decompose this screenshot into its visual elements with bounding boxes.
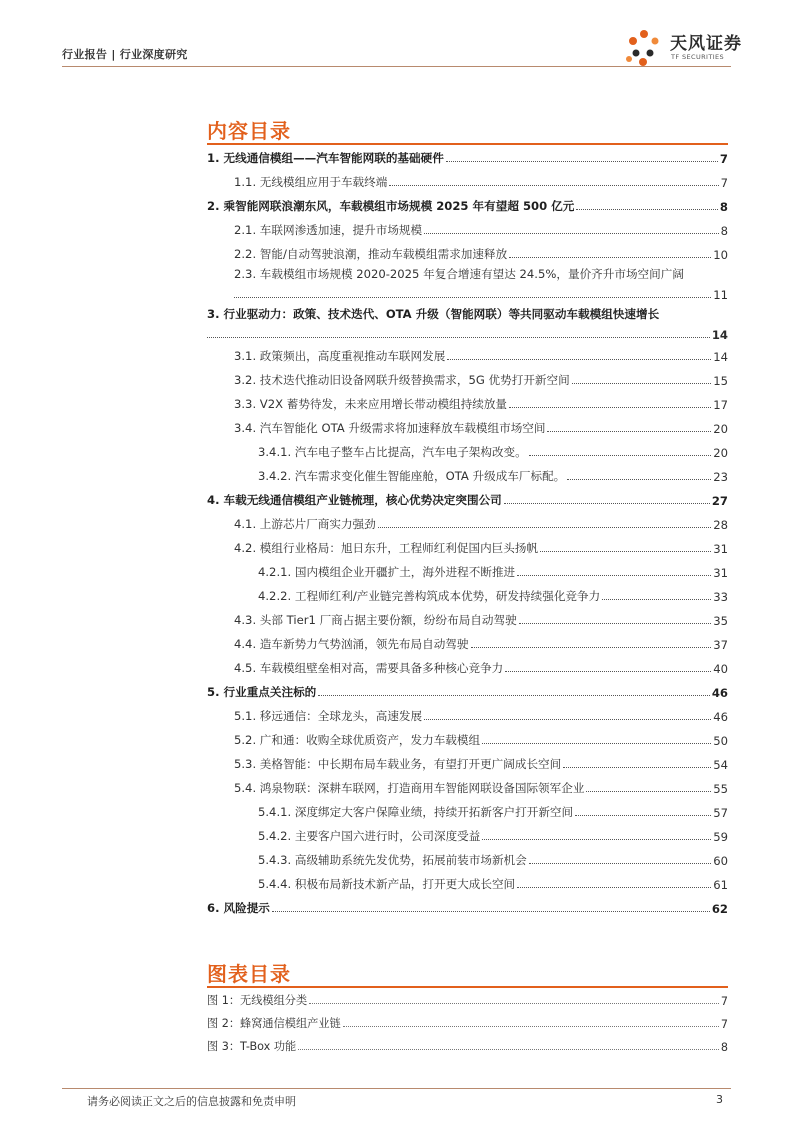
page-number: 3 (716, 1093, 723, 1106)
toc-entry[interactable]: 4.4. 造车新势力气势汹涌，领先布局自动驾驶 37 (234, 637, 728, 652)
company-logo (622, 26, 742, 70)
toc-entry[interactable]: 4.3. 头部 Tier1 厂商占据主要份额，纷纷布局自动驾驶 35 (234, 613, 728, 628)
toc-entry[interactable]: 5.4.2. 主要客户国六进行时，公司深度受益 59 (258, 829, 728, 844)
figures-title-rule (207, 986, 728, 988)
toc-entry[interactable]: 5.4.4. 积极布局新技术新产品，打开更大成长空间 61 (258, 877, 728, 892)
toc-entry[interactable]: 2. 乘智能网联浪潮东风，车载模组市场规模 2025 年有望超 500 亿元 8 (207, 199, 728, 214)
toc-entry[interactable]: 2.2. 智能/自动驾驶浪潮，推动车载模组需求加速释放 10 (234, 247, 728, 262)
toc-entry[interactable]: 3.3. V2X 蓄势待发，未来应用增长带动模组持续放量 17 (234, 397, 728, 412)
toc-entry[interactable]: 1.1. 无线模组应用于车载终端 7 (234, 175, 728, 190)
logo-subtitle: TF SECURITIES (671, 53, 725, 61)
toc-entry[interactable]: 5.4.3. 高级辅助系统先发优势，拓展前装市场新机会 60 (258, 853, 728, 868)
toc-entry[interactable]: 4.2. 模组行业格局：旭日东升，工程师红利促国内巨头扬帆 31 (234, 541, 728, 556)
flower-logo-icon (622, 26, 666, 70)
figure-entry[interactable]: 图 3：T-Box 功能 8 (207, 1040, 728, 1054)
figures-title: 图表目录 (207, 962, 291, 986)
toc-entry-wrapped[interactable]: 2.3. 车载模组市场规模 2020-2025 年复合增速有望达 24.5%，量价齐升市场空间广阔 11 (234, 267, 728, 302)
disclaimer-note: 请务必阅读正文之后的信息披露和免责申明 (87, 1095, 296, 1108)
toc-entry[interactable]: 3.4.1. 汽车电子整车占比提高，汽车电子架构改变。 20 (258, 445, 728, 460)
toc-title-rule (207, 143, 728, 145)
footer-divider (62, 1088, 731, 1089)
toc-entry[interactable]: 5.4. 鸿泉物联：深耕车联网，打造商用车智能网联设备国际领军企业 55 (234, 781, 728, 796)
toc-entry[interactable]: 5.2. 广和通：收购全球优质资产，发力车载模组 50 (234, 733, 728, 748)
toc-entry[interactable]: 5. 行业重点关注标的 46 (207, 685, 728, 700)
toc-title: 内容目录 (207, 119, 291, 143)
toc-entry[interactable]: 3.1. 政策频出，高度重视推动车联网发展 14 (234, 349, 728, 364)
toc-entry[interactable]: 4. 车载无线通信模组产业链梳理，核心优势决定突围公司 27 (207, 493, 728, 508)
toc-entry-wrapped[interactable]: 3. 行业驱动力：政策、技术迭代、OTA 升级（智能网联）等共同驱动车载模组快速增长 14 (207, 307, 728, 342)
header-divider (62, 66, 731, 67)
toc-entry[interactable]: 6. 风险提示 62 (207, 901, 728, 916)
figure-entry[interactable]: 图 1：无线模组分类 7 (207, 994, 728, 1008)
toc-entry[interactable]: 3.4. 汽车智能化 OTA 升级需求将加速释放车载模组市场空间 20 (234, 421, 728, 436)
toc-entry[interactable]: 5.1. 移远通信：全球龙头，高速发展 46 (234, 709, 728, 724)
figure-entry[interactable]: 图 2：蜂窝通信模组产业链 7 (207, 1017, 728, 1031)
toc-entry[interactable]: 4.2.2. 工程师红利/产业链完善构筑成本优势，研发持续强化竞争力 33 (258, 589, 728, 604)
toc-entry[interactable]: 4.5. 车载模组壁垒相对高，需要具备多种核心竞争力 40 (234, 661, 728, 676)
toc-entry[interactable]: 1. 无线通信模组——汽车智能网联的基础硬件 7 (207, 151, 728, 166)
toc-entry[interactable]: 4.1. 上游芯片厂商实力强劲 28 (234, 517, 728, 532)
toc-entry[interactable]: 5.4.1. 深度绑定大客户保障业绩，持续开拓新客户打开新空间 57 (258, 805, 728, 820)
toc-entry[interactable]: 2.1. 车联网渗透加速，提升市场规模 8 (234, 223, 728, 238)
toc-entry[interactable]: 3.2. 技术迭代推动旧设备网联升级替换需求，5G 优势打开新空间 15 (234, 373, 728, 388)
toc-entry[interactable]: 5.3. 美格智能：中长期布局车载业务，有望打开更广阔成长空间 54 (234, 757, 728, 772)
logo-name: 天风证券 (670, 34, 742, 54)
report-category: 行业报告 | 行业深度研究 (62, 48, 188, 61)
toc-entry[interactable]: 4.2.1. 国内模组企业开疆扩土，海外进程不断推进 31 (258, 565, 728, 580)
toc-entry[interactable]: 3.4.2. 汽车需求变化催生智能座舱，OTA 升级成车厂标配。 23 (258, 469, 728, 484)
